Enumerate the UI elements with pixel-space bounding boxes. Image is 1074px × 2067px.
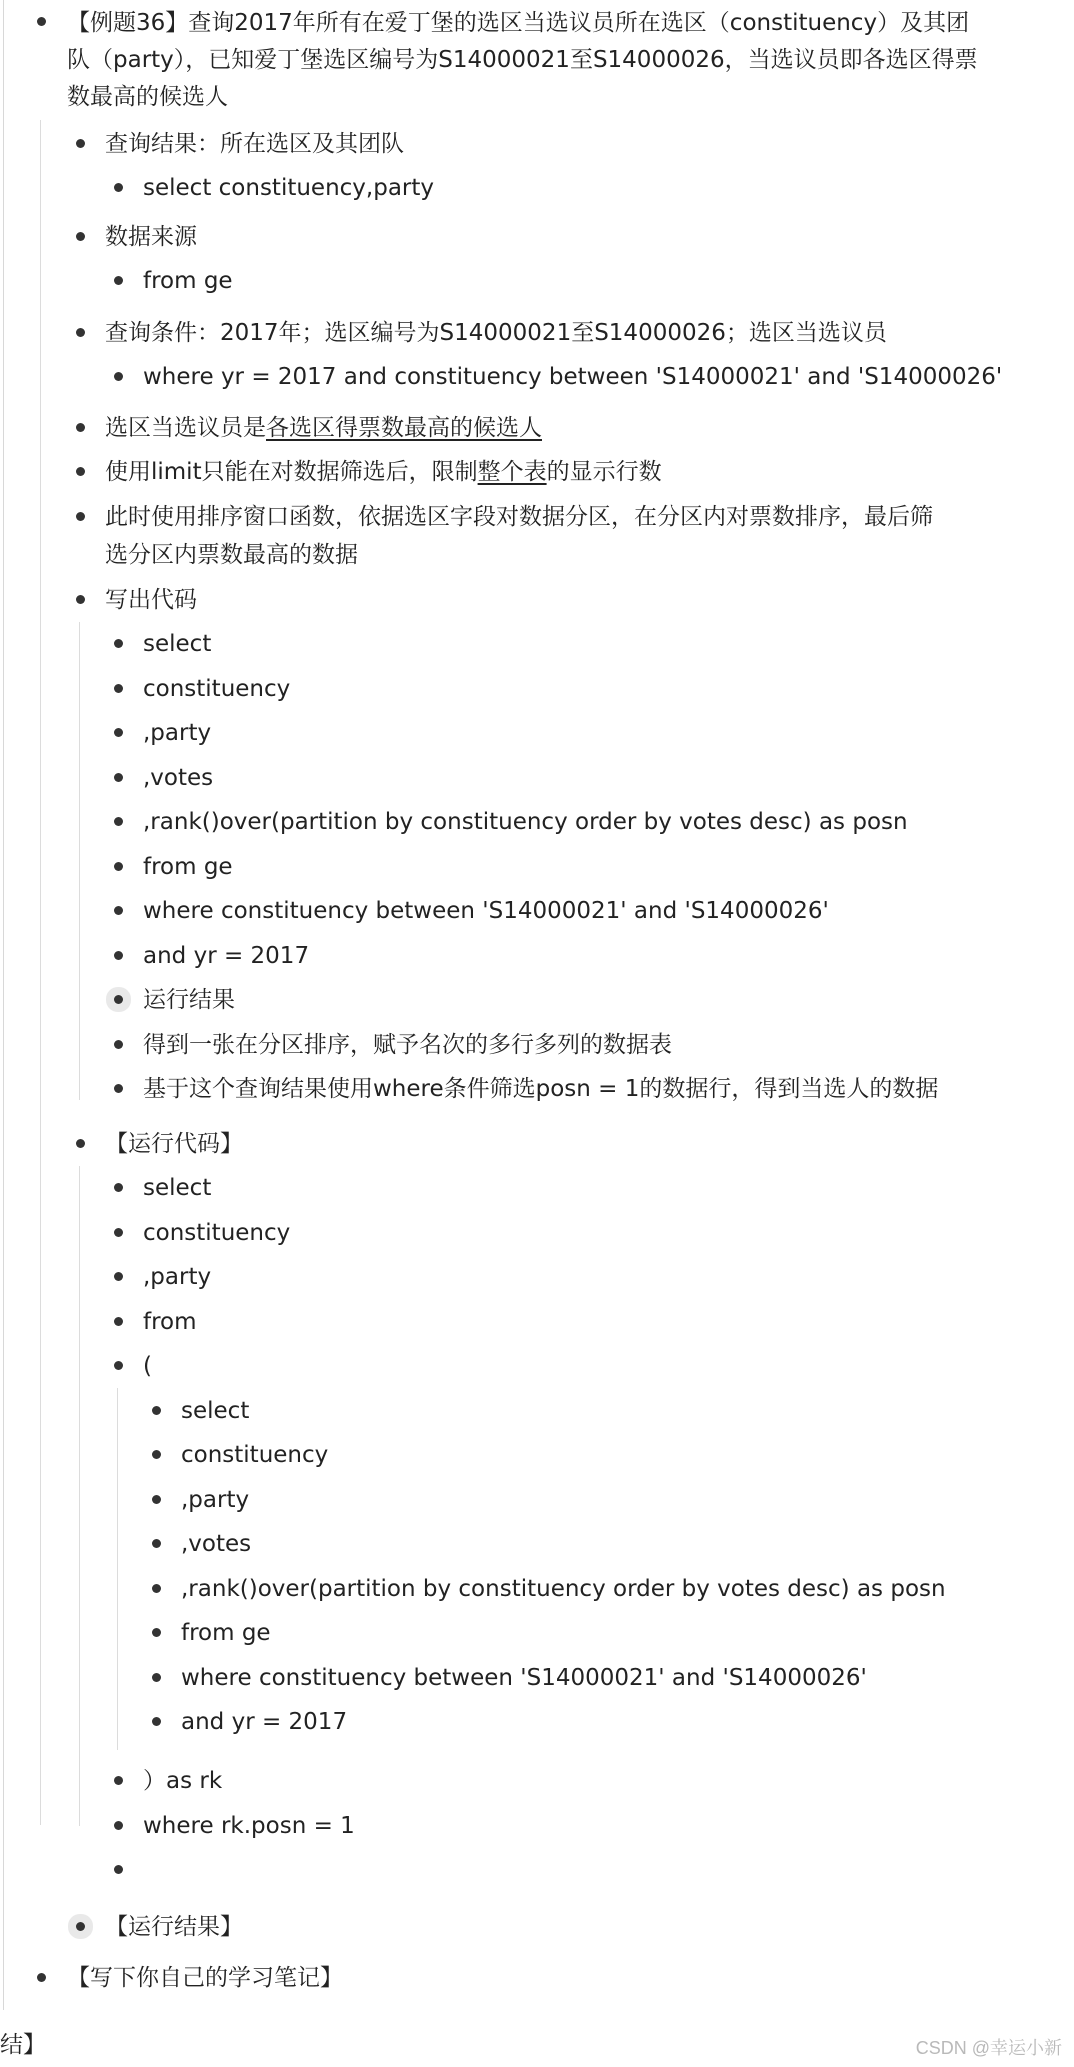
run-code-item[interactable]: 【运行代码】: [105, 1131, 243, 1157]
run-result-item[interactable]: 【运行结果】: [105, 1914, 243, 1940]
run-code-line[interactable]: select: [143, 1175, 212, 1201]
outline-bullet[interactable]: [152, 1673, 161, 1682]
data-source-item[interactable]: 数据来源: [105, 224, 197, 250]
outline-bullet[interactable]: [114, 1776, 123, 1785]
outline-bullet[interactable]: [76, 467, 85, 476]
outline-bullet[interactable]: [37, 17, 46, 26]
query-result-code[interactable]: select constituency,party: [143, 175, 435, 201]
outline-bullet[interactable]: [114, 1084, 123, 1093]
collapsed-bullet[interactable]: [76, 1922, 85, 1931]
query-condition-code[interactable]: where yr = 2017 and constituency between 'S14000021' and 'S14000026': [143, 364, 1003, 390]
notes-item[interactable]: 【写下你自己的学习笔记】: [67, 1965, 343, 1991]
footer-truncated-text: 结】: [0, 2032, 46, 2058]
outline-bullet[interactable]: [114, 1361, 123, 1370]
outline-bullet[interactable]: [37, 1973, 46, 1982]
outline-bullet[interactable]: [76, 139, 85, 148]
outline-bullet[interactable]: [114, 862, 123, 871]
outline-bullet[interactable]: [114, 183, 123, 192]
subquery-line[interactable]: ,rank()over(partition by constituency order by votes desc) as posn: [181, 1576, 946, 1602]
outline-bullet[interactable]: [76, 423, 85, 432]
outline-bullet[interactable]: [114, 1040, 123, 1049]
write-code-line[interactable]: and yr = 2017: [143, 943, 310, 969]
example-title-line-2: 队（party），已知爱丁堡选区编号为S14000021至S14000026，当选议员即各选区得票: [67, 47, 978, 73]
indent-guide: [117, 1388, 118, 1750]
query-result-item[interactable]: 查询结果：所在选区及其团队: [105, 131, 404, 157]
subquery-line[interactable]: and yr = 2017: [181, 1709, 348, 1735]
result-note-1[interactable]: 得到一张在分区排序，赋予名次的多行多列的数据表: [143, 1032, 672, 1058]
outline-bullet[interactable]: [114, 773, 123, 782]
outline-bullet[interactable]: [114, 1317, 123, 1326]
subquery-line[interactable]: select: [181, 1398, 250, 1424]
outline-bullet[interactable]: [114, 817, 123, 826]
data-source-code[interactable]: from ge: [143, 268, 233, 294]
outline-bullet[interactable]: [114, 1821, 123, 1830]
write-code-line[interactable]: ,votes: [143, 765, 214, 791]
outline-bullet[interactable]: [76, 512, 85, 521]
run-code-line[interactable]: ,party: [143, 1264, 212, 1290]
outline-bullet[interactable]: [114, 1228, 123, 1237]
write-code-line[interactable]: where constituency between 'S14000021' and 'S14000026': [143, 898, 829, 924]
outline-bullet[interactable]: [152, 1539, 161, 1548]
outline-bullet[interactable]: [114, 728, 123, 737]
outline-bullet[interactable]: [152, 1628, 161, 1637]
run-result-sub-item[interactable]: 运行结果: [143, 987, 235, 1013]
outline-bullet[interactable]: [114, 639, 123, 648]
empty-outline-bullet[interactable]: [114, 1865, 123, 1874]
outline-bullet[interactable]: [76, 1139, 85, 1148]
indent-guide: [79, 1166, 80, 1826]
outline-bullet[interactable]: [152, 1717, 161, 1726]
outline-bullet[interactable]: [114, 951, 123, 960]
query-condition-item[interactable]: 查询条件：2017年；选区编号为S14000021至S14000026；选区当选议员: [105, 320, 887, 346]
outline-bullet[interactable]: [114, 372, 123, 381]
window-note-line-2: 选分区内票数最高的数据: [105, 542, 358, 568]
outline-bullet[interactable]: [152, 1406, 161, 1415]
run-code-line[interactable]: constituency: [143, 1220, 291, 1246]
indent-guide: [79, 622, 80, 1100]
write-code-line[interactable]: select: [143, 631, 212, 657]
outline-bullet[interactable]: [114, 684, 123, 693]
outline-bullet[interactable]: [152, 1450, 161, 1459]
subquery-line[interactable]: constituency: [181, 1442, 329, 1468]
outline-bullet[interactable]: [152, 1584, 161, 1593]
run-code-line[interactable]: ）as rk: [143, 1768, 223, 1794]
write-code-line[interactable]: constituency: [143, 676, 291, 702]
result-note-2[interactable]: 基于这个查询结果使用where条件筛选posn = 1的数据行，得到当选人的数据: [143, 1076, 939, 1102]
write-code-line[interactable]: from ge: [143, 854, 233, 880]
collapsed-bullet[interactable]: [114, 995, 123, 1004]
run-code-line[interactable]: where rk.posn = 1: [143, 1813, 355, 1839]
window-note-line-1[interactable]: 此时使用排序窗口函数，依据选区字段对数据分区，在分区内对票数排序，最后筛: [105, 504, 933, 530]
write-code-item[interactable]: 写出代码: [105, 587, 197, 613]
watermark: CSDN @幸运小新: [915, 2038, 1062, 2058]
outline-left-rule: [3, 0, 4, 2010]
run-code-line[interactable]: from: [143, 1309, 197, 1335]
limit-note-item[interactable]: 使用limit只能在对数据筛选后，限制整个表的显示行数: [105, 452, 662, 492]
outline-bullet[interactable]: [76, 595, 85, 604]
example-title-line-1[interactable]: 【例题36】查询2017年所有在爱丁堡的选区当选议员所在选区（constituency）及其团: [67, 10, 970, 36]
write-code-line[interactable]: ,party: [143, 720, 212, 746]
outline-bullet[interactable]: [114, 276, 123, 285]
subquery-line[interactable]: from ge: [181, 1620, 271, 1646]
run-code-line[interactable]: (: [143, 1353, 152, 1379]
outline-bullet[interactable]: [76, 328, 85, 337]
example-title-line-3: 数最高的候选人: [67, 84, 228, 110]
subquery-line[interactable]: where constituency between 'S14000021' and 'S14000026': [181, 1665, 867, 1691]
outline-bullet[interactable]: [76, 232, 85, 241]
outline-bullet[interactable]: [114, 1272, 123, 1281]
elected-note-item[interactable]: 选区当选议员是各选区得票数最高的候选人: [105, 408, 542, 448]
outline-bullet[interactable]: [114, 1183, 123, 1192]
subquery-line[interactable]: ,votes: [181, 1531, 252, 1557]
limit-note-underlined: 整个表: [477, 459, 547, 485]
outline-bullet[interactable]: [114, 906, 123, 915]
subquery-line[interactable]: ,party: [181, 1487, 250, 1513]
write-code-line[interactable]: ,rank()over(partition by constituency order by votes desc) as posn: [143, 809, 908, 835]
indent-guide: [40, 120, 41, 1825]
elected-note-underlined: 各选区得票数最高的候选人: [266, 415, 542, 441]
outline-bullet[interactable]: [152, 1495, 161, 1504]
